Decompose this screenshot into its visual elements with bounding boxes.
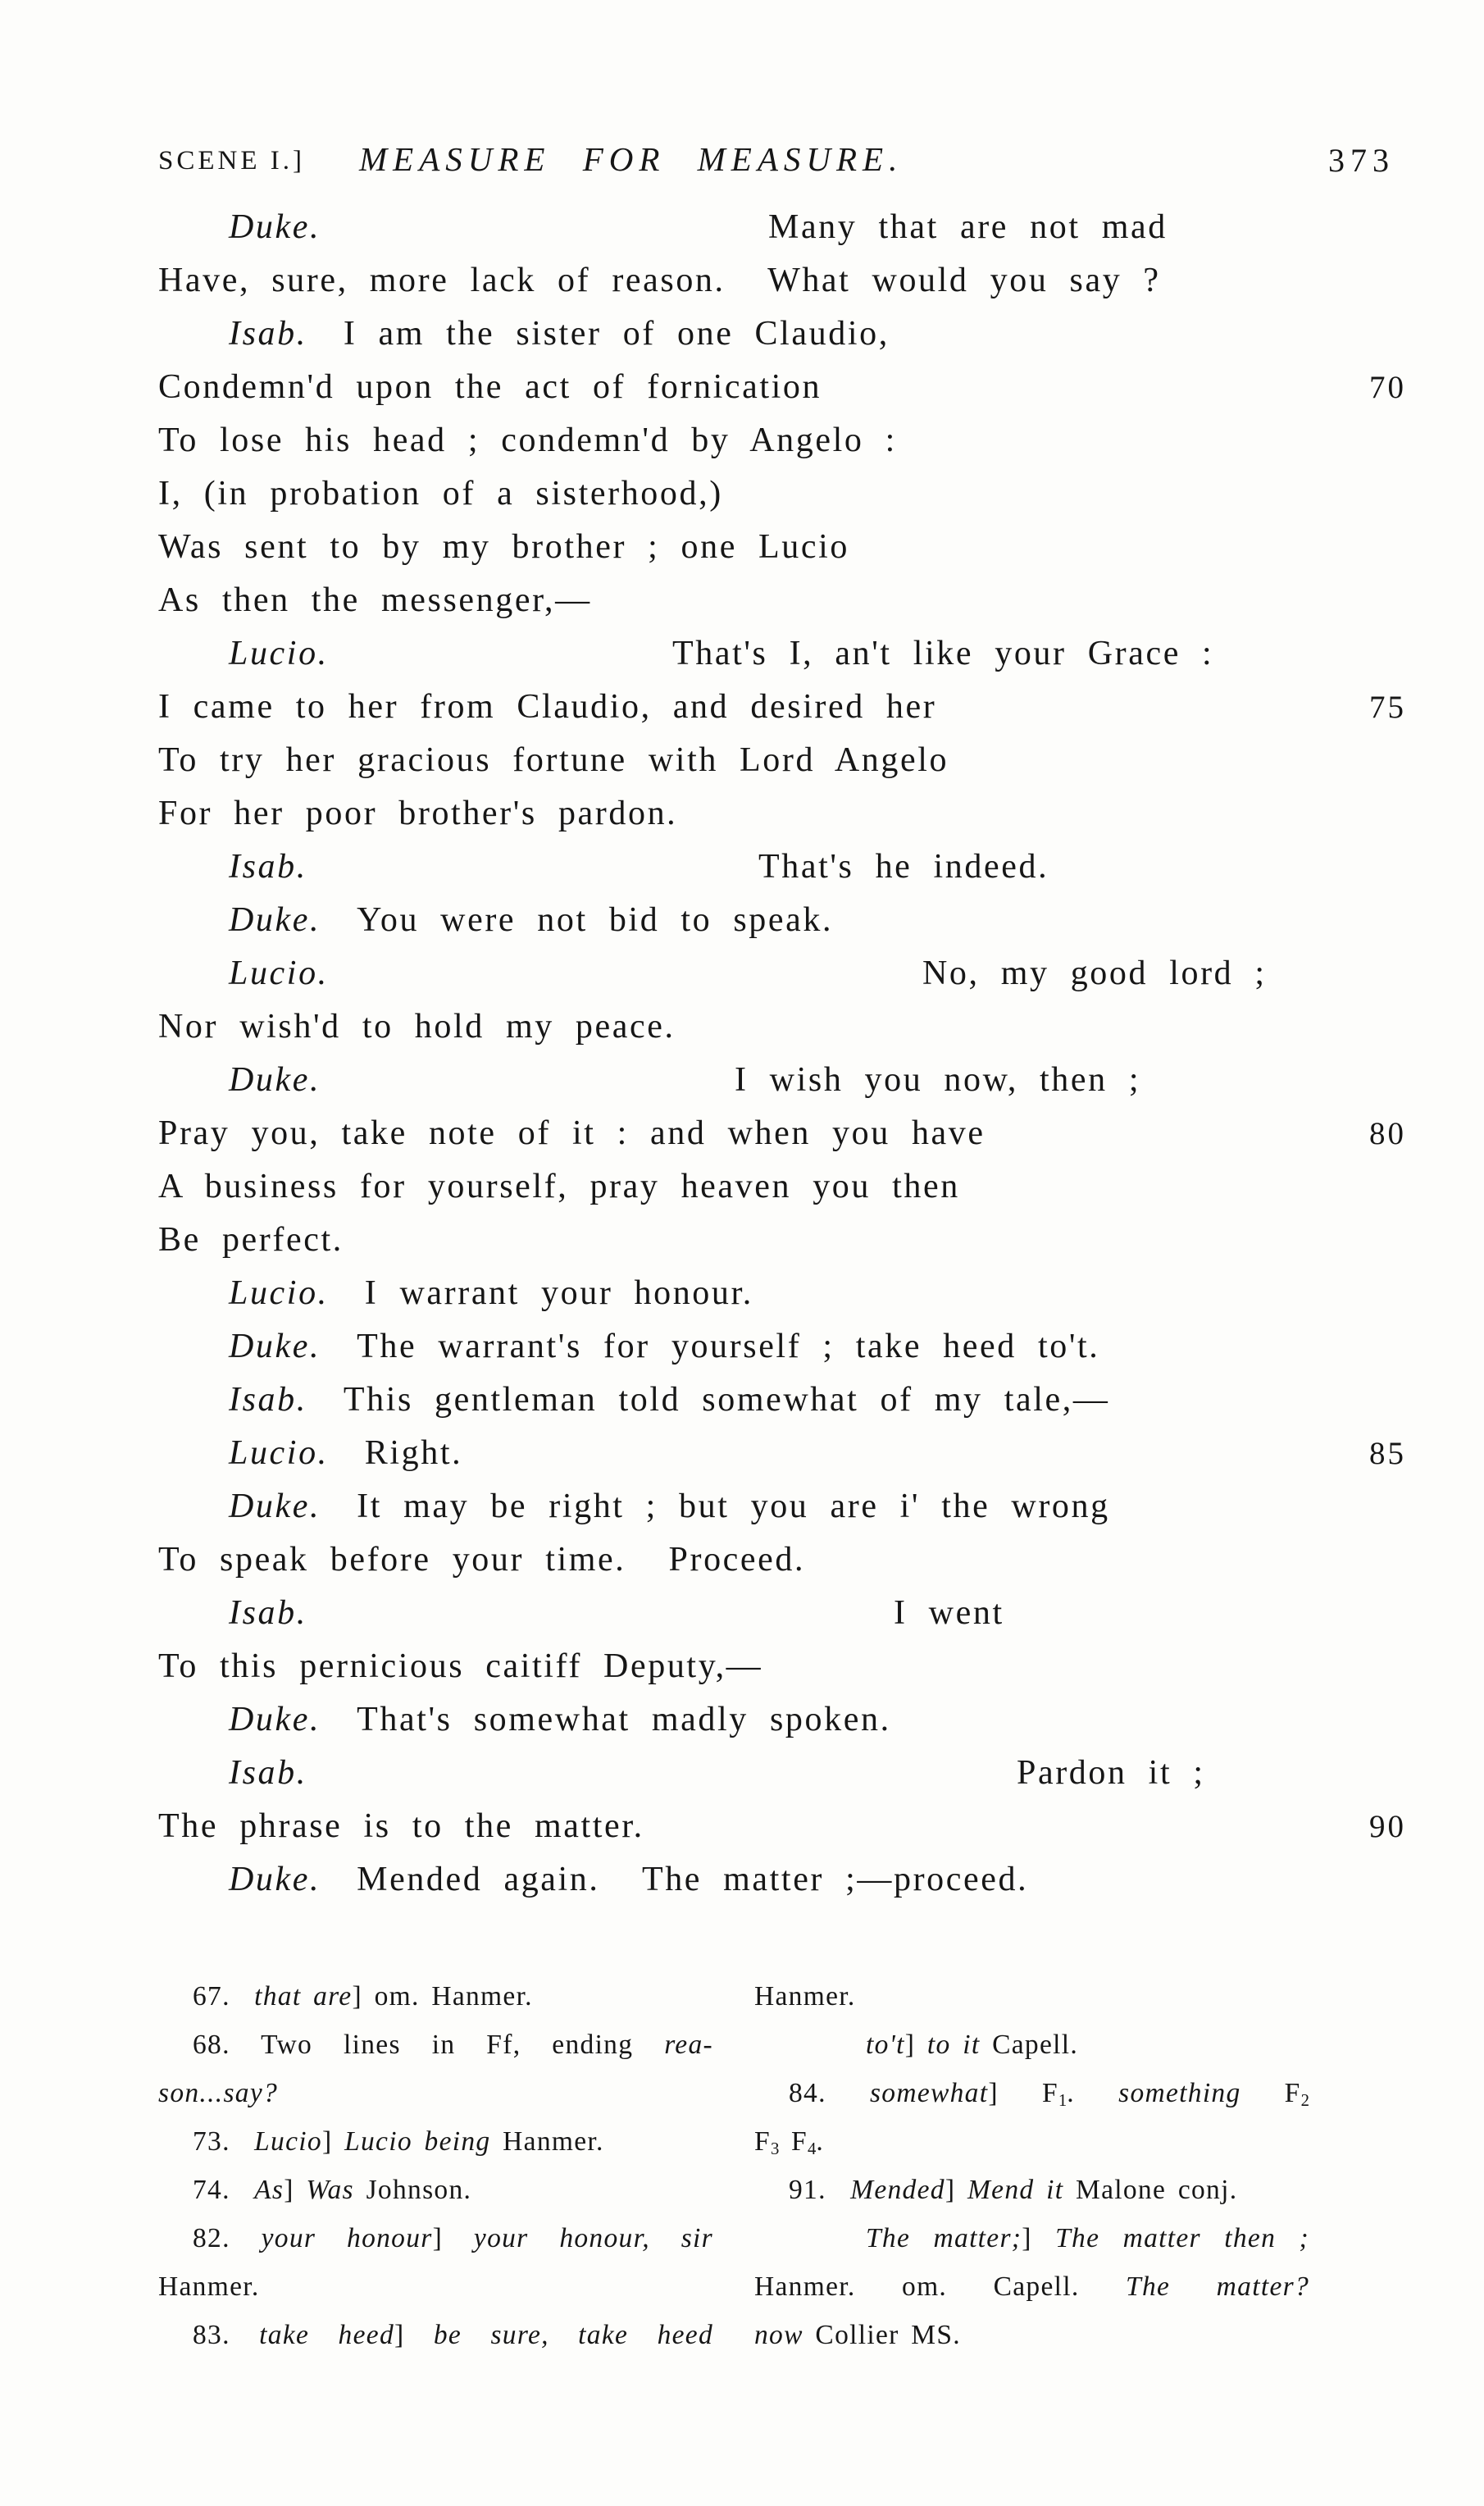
lemma-italic-text: your honour bbox=[261, 2223, 433, 2253]
footnote-text: F bbox=[754, 2126, 771, 2157]
footnote-text: 84. bbox=[789, 2078, 870, 2108]
footnote-line bbox=[754, 2021, 1309, 2069]
play-line bbox=[158, 1374, 1435, 1427]
play-line bbox=[158, 1800, 1435, 1853]
verse-text: This gentleman told somewhat of my tale,— bbox=[343, 1381, 1110, 1419]
footnote-text: Hanmer. bbox=[490, 2126, 604, 2157]
speaker-label: Duke. bbox=[229, 1061, 321, 1099]
play-line bbox=[158, 1054, 1435, 1107]
footnotes-right-column bbox=[754, 1972, 1309, 2359]
footnote-text: Two lines in Ff, ending bbox=[261, 2030, 665, 2060]
speaker-label: Isab. bbox=[229, 1381, 307, 1419]
verse-text: To lose his head ; condemn'd by Angelo : bbox=[158, 421, 897, 459]
verse-text: Condemn'd upon the act of fornication bbox=[158, 368, 822, 406]
footnote-text: 73. bbox=[193, 2126, 255, 2157]
footnote-text: Malone conj. bbox=[1063, 2175, 1238, 2205]
footnote-text: ] bbox=[904, 2030, 927, 2060]
verse-text: Pray you, take note of it : and when you have bbox=[158, 1114, 986, 1152]
lemma-italic-text: to't bbox=[866, 2030, 905, 2060]
footnote-text: 1 bbox=[1058, 2091, 1067, 2111]
speaker-label: Duke. bbox=[229, 1861, 321, 1898]
verse-text: To speak before your time. Proceed. bbox=[158, 1541, 806, 1579]
lemma-italic-text: son...say? bbox=[158, 2078, 279, 2108]
footnote-text: 83. bbox=[193, 2320, 260, 2350]
verse-text: Be perfect. bbox=[158, 1221, 344, 1259]
play-line bbox=[158, 521, 1435, 574]
footnote-text: 91. bbox=[789, 2175, 851, 2205]
footnote-text: 2 bbox=[1300, 2091, 1310, 2111]
footnote-text: ] bbox=[945, 2175, 967, 2205]
footnote-line bbox=[754, 2214, 1309, 2262]
footnote-text: . bbox=[816, 2126, 825, 2157]
verse-text: For her poor brother's pardon. bbox=[158, 795, 678, 832]
play-line bbox=[158, 841, 1435, 894]
speaker-label: Duke. bbox=[229, 208, 321, 246]
footnote-text: ] bbox=[432, 2223, 474, 2253]
lemma-italic-text: Mend it bbox=[967, 2175, 1064, 2205]
footnote-line bbox=[754, 2166, 1309, 2214]
verse-text: To try her gracious fortune with Lord Angelo bbox=[158, 741, 949, 779]
verse-line-number: 85 bbox=[1369, 1436, 1406, 1471]
footnote-text: ] bbox=[394, 2320, 434, 2350]
play-line bbox=[158, 1000, 1435, 1054]
play-line bbox=[158, 1214, 1435, 1267]
verse-text: I am the sister of one Claudio, bbox=[343, 315, 890, 353]
verse-text: No, my good lord ; bbox=[922, 955, 1267, 992]
play-line bbox=[158, 1427, 1435, 1480]
verse-line-number: 70 bbox=[1369, 370, 1406, 405]
lemma-italic-text: now bbox=[754, 2320, 803, 2350]
play-line bbox=[158, 1107, 1435, 1160]
footnote-text: Hanmer. bbox=[158, 2271, 260, 2302]
speaker-label: Duke. bbox=[229, 1328, 321, 1365]
lemma-italic-text: Lucio bbox=[254, 2126, 322, 2157]
verse-text: That's he indeed. bbox=[758, 848, 1049, 886]
verse-text: The phrase is to the matter. bbox=[158, 1807, 644, 1845]
footnote-line bbox=[158, 2214, 713, 2262]
play-line bbox=[158, 1853, 1435, 1907]
lemma-italic-text: Mended bbox=[850, 2175, 945, 2205]
lemma-italic-text: your honour, sir bbox=[473, 2223, 713, 2253]
speaker-label: Lucio. bbox=[229, 955, 329, 992]
lemma-italic-text: The matter then ; bbox=[1055, 2223, 1309, 2253]
footnote-text: Capell. bbox=[980, 2030, 1079, 2060]
verse-text: I went bbox=[894, 1594, 1004, 1632]
footnote-text: F bbox=[779, 2126, 808, 2157]
play-line bbox=[158, 894, 1435, 947]
footnote-text: ] om. Hanmer. bbox=[352, 1981, 533, 2012]
play-text-block bbox=[158, 201, 1435, 1907]
play-line bbox=[158, 627, 1435, 681]
footnote-line bbox=[158, 1972, 713, 2021]
verse-text: Was sent to by my brother ; one Lucio bbox=[158, 528, 850, 566]
lemma-italic-text: The matter? bbox=[1126, 2271, 1309, 2302]
play-line bbox=[158, 201, 1435, 254]
lemma-italic-text: Lucio being bbox=[344, 2126, 491, 2157]
play-line bbox=[158, 414, 1435, 467]
footnote-line bbox=[158, 2069, 713, 2117]
speaker-label: Isab. bbox=[229, 315, 307, 353]
footnote-line bbox=[754, 2311, 1309, 2359]
footnote-text: F bbox=[1240, 2078, 1301, 2108]
play-line bbox=[158, 1160, 1435, 1214]
footnote-line bbox=[754, 2069, 1309, 2117]
footnote-line bbox=[158, 2117, 713, 2166]
footnotes-left-column bbox=[158, 1972, 713, 2359]
verse-text: That's I, an't like your Grace : bbox=[672, 635, 1214, 672]
speaker-label: Isab. bbox=[229, 1594, 307, 1632]
verse-line-number: 90 bbox=[1369, 1809, 1406, 1844]
lemma-italic-text: take heed bbox=[259, 2320, 394, 2350]
verse-text: Right. bbox=[364, 1434, 463, 1472]
footnote-text: ] F bbox=[988, 2078, 1058, 2108]
verse-text: Nor wish'd to hold my peace. bbox=[158, 1008, 676, 1046]
footnote-line bbox=[158, 2021, 713, 2069]
footnote-line bbox=[754, 2262, 1309, 2311]
verse-text: Mended again. The matter ;—proceed. bbox=[357, 1861, 1029, 1898]
play-line bbox=[158, 361, 1435, 414]
footnote-text: Hanmer. bbox=[754, 1981, 856, 2012]
speaker-label: Duke. bbox=[229, 1701, 321, 1738]
speaker-label: Lucio. bbox=[229, 635, 329, 672]
footnote-line bbox=[158, 2166, 713, 2214]
play-line bbox=[158, 1533, 1435, 1587]
footnote-line bbox=[754, 2117, 1309, 2166]
footnote-text: Collier MS. bbox=[803, 2320, 961, 2350]
play-line bbox=[158, 1693, 1435, 1747]
lemma-italic-text: to it bbox=[926, 2030, 981, 2060]
footnote-text: 3 bbox=[770, 2139, 780, 2159]
lemma-italic-text: Was bbox=[306, 2175, 354, 2205]
page-title: MEASURE FOR MEASURE. bbox=[359, 140, 904, 178]
verse-text: Pardon it ; bbox=[1017, 1754, 1205, 1792]
verse-text: To this pernicious caitiff Deputy,— bbox=[158, 1647, 763, 1685]
lemma-italic-text: The matter; bbox=[866, 2223, 1022, 2253]
play-line bbox=[158, 1267, 1435, 1320]
lemma-italic-text: somewhat bbox=[869, 2078, 989, 2108]
verse-text: As then the messenger,— bbox=[158, 581, 592, 619]
play-line bbox=[158, 1480, 1435, 1533]
play-line bbox=[158, 947, 1435, 1000]
lemma-italic-text: something bbox=[1118, 2078, 1241, 2108]
verse-text: Have, sure, more lack of reason. What would you say ? bbox=[158, 262, 1161, 299]
play-line bbox=[158, 734, 1435, 787]
footnote-text: Hanmer. om. Capell. bbox=[754, 2271, 1127, 2302]
speaker-label: Duke. bbox=[229, 1488, 321, 1525]
footnote-text: . bbox=[1067, 2078, 1119, 2108]
footnote-text: ] bbox=[1022, 2223, 1056, 2253]
play-line bbox=[158, 1640, 1435, 1693]
verse-text: I, (in probation of a sisterhood,) bbox=[158, 475, 723, 513]
play-line bbox=[158, 254, 1435, 308]
lemma-italic-text: As bbox=[254, 2175, 285, 2205]
speaker-label: Lucio. bbox=[229, 1434, 329, 1472]
play-line bbox=[158, 1747, 1435, 1800]
play-line bbox=[158, 1587, 1435, 1640]
verse-text: You were not bid to speak. bbox=[357, 901, 834, 939]
verse-text: That's somewhat madly spoken. bbox=[357, 1701, 891, 1738]
lemma-italic-text: that are bbox=[254, 1981, 353, 2012]
speaker-label: Lucio. bbox=[229, 1274, 329, 1312]
footnote-line bbox=[158, 2311, 713, 2359]
play-line bbox=[158, 308, 1435, 361]
lemma-italic-text: rea- bbox=[664, 2030, 713, 2060]
verse-text: I wish you now, then ; bbox=[735, 1061, 1141, 1099]
play-line bbox=[158, 787, 1435, 841]
scene-label: SCENE I.] bbox=[158, 146, 305, 175]
verse-line-number: 75 bbox=[1369, 690, 1406, 725]
verse-line-number: 80 bbox=[1369, 1116, 1406, 1151]
play-line bbox=[158, 1320, 1435, 1374]
lemma-italic-text: be sure, take heed bbox=[433, 2320, 714, 2350]
page-number: 373 bbox=[1328, 142, 1395, 179]
verse-text: Many that are not mad bbox=[768, 208, 1168, 246]
speaker-label: Isab. bbox=[229, 848, 307, 886]
footnote-text: Johnson. bbox=[353, 2175, 472, 2205]
footnote-text: 4 bbox=[807, 2139, 817, 2159]
verse-text: It may be right ; but you are i' the wrong bbox=[357, 1488, 1110, 1525]
footnote-text: 74. bbox=[193, 2175, 255, 2205]
footnote-text: 67. bbox=[193, 1981, 255, 2012]
verse-text: A business for yourself, pray heaven you then bbox=[158, 1168, 960, 1205]
play-line bbox=[158, 681, 1435, 734]
verse-text: I came to her from Claudio, and desired her bbox=[158, 688, 937, 726]
footnote-line bbox=[158, 2262, 713, 2311]
footnote-text: ] bbox=[321, 2126, 345, 2157]
speaker-label: Isab. bbox=[229, 1754, 307, 1792]
footnote-text: 82. bbox=[193, 2223, 262, 2253]
footnote-line bbox=[754, 1972, 1309, 2021]
footnote-text: ] bbox=[284, 2175, 307, 2205]
verse-text: I warrant your honour. bbox=[364, 1274, 753, 1312]
play-line bbox=[158, 467, 1435, 521]
speaker-label: Duke. bbox=[229, 901, 321, 939]
running-head bbox=[158, 139, 1435, 182]
verse-text: The warrant's for yourself ; take heed to't. bbox=[357, 1328, 1100, 1365]
footnote-text: 68. bbox=[193, 2030, 262, 2060]
play-line bbox=[158, 574, 1435, 627]
